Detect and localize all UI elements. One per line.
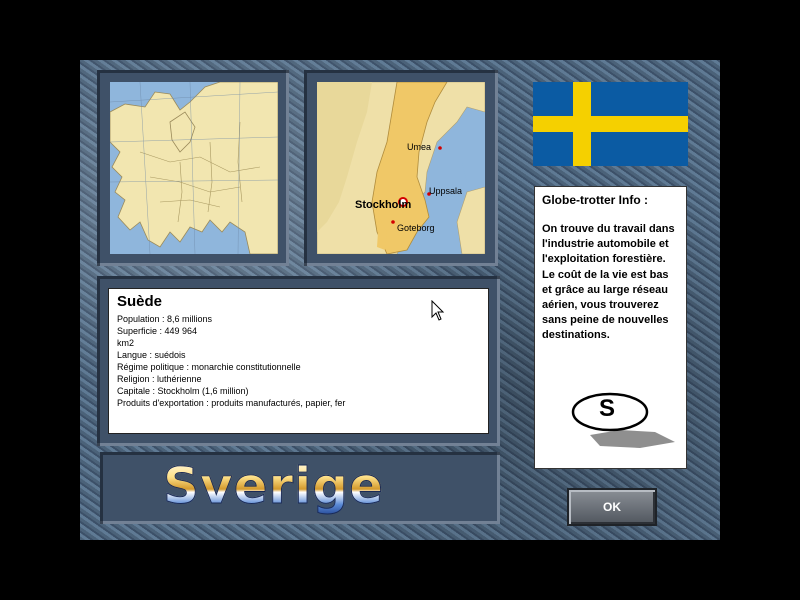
badge-letter: S (599, 395, 616, 422)
fact-capital: Capitale : Stockholm (1,6 million) (117, 386, 249, 396)
flag-cross-horizontal (533, 116, 688, 132)
country-facts-panel (108, 288, 489, 434)
info-text: On trouve du travail dans l'industrie automobile et l'exploitation forestière. Le coût de la vie est bas et grâce au large réseau aérien, vous trouverez sans peine de nouvelles destinations. (542, 223, 675, 342)
fact-area: Superficie : 449 964 (117, 326, 198, 336)
sweden-flag (533, 82, 688, 166)
fact-language: Langue : suédois (117, 350, 186, 360)
city-label-uppsala: Uppsala (429, 186, 463, 196)
europe-map (110, 82, 278, 254)
ok-button[interactable]: OK (567, 488, 657, 526)
country-native-name-banner: Sverige (163, 455, 423, 517)
fact-religion: Religion : luthérienne (117, 374, 202, 384)
city-label-umea: Umea (407, 142, 432, 152)
sweden-map (317, 82, 485, 254)
country-code-badge (560, 390, 680, 450)
city-label-goteborg: Goteborg (397, 223, 435, 233)
info-title: Globe-trotter Info : (542, 193, 648, 207)
fact-area-unit: km2 (117, 338, 135, 348)
europe-map-drawing (110, 82, 278, 254)
city-label-stockholm: Stockholm (355, 199, 412, 211)
country-name: Suède (117, 293, 163, 310)
arrow-cursor-icon (431, 300, 445, 322)
fact-government: Régime politique : monarchie constitutionnelle (117, 362, 301, 372)
badge-drawing (560, 390, 680, 450)
fact-exports: Produits d'exportation : produits manufacturés, papier, fer (117, 398, 346, 408)
fact-population: Population : 8,6 millions (117, 314, 213, 324)
